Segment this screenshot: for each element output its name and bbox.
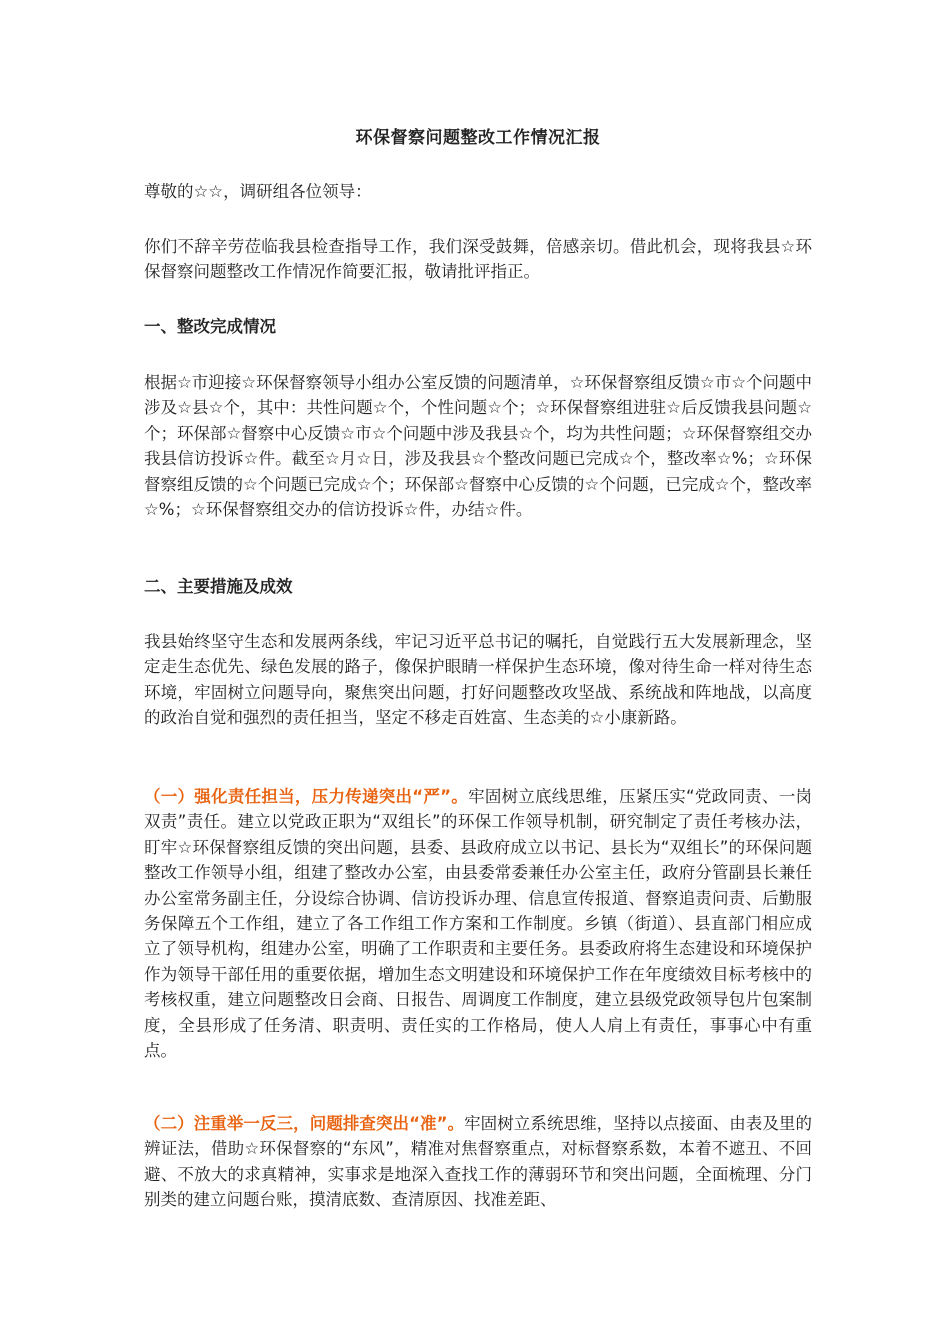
measure-paragraph-1 <box>144 784 812 1063</box>
section-1-paragraph: 根据☆市迎接☆环保督察领导小组办公室反馈的问题清单，☆环保督察组反馈☆市☆个问题中涉及☆县☆个，其中：共性问题☆个，个性问题☆个；☆环保督察组进驻☆后反馈我县问题☆个；环保部☆督察中心反馈☆市☆个问题中涉及我县☆个，均为共性问题；☆环保督察组交办我县信访投诉☆件。截至☆月☆日，涉及我县☆个整改问题已完成☆个，整改率☆%；☆环保督察组反馈的☆个问题已完成☆个；环保部☆督察中心反馈的☆个问题，已完成☆个，整改率☆%；☆环保督察组交办的信访投诉☆件，办结☆件。 <box>144 373 812 520</box>
measure-paragraph-2 <box>144 1111 812 1213</box>
measure-lead-2: （二）注重举一反三，问题排查突出“准”。 <box>144 1114 465 1133</box>
section-heading-1: 一、整改完成情况 <box>144 317 276 336</box>
measure-body-1: 牢固树立底线思维，压紧压实“党政同责、一岗双责”责任。建立以党政正职为“双组长”的环保工作领导机制，研究制定了责任考核办法，盯牢☆环保督察组反馈的突出问题，县委、县政府成立以书记、县长为“双组长”的环保问题整改工作领导小组，组建了整改办公室，由县委常委兼任办公室主任，政府分管副县长兼任办公室常务副主任，分设综合协调、信访投诉办理、信息宣传报道、督察追责问责、后勤服务保障五个工作组，建立了各工作组工作方案和工作制度。乡镇（街道）、县直部门相应成立了领导机构，组建办公室，明确了工作职责和主要任务。县委政府将生态建设和环境保护作为领导干部任用的重要依据，增加生态文明建设和环境保护工作在年度绩效目标考核中的考核权重，建立问题整改日会商、日报告、周调度工作制度，建立县级党政领导包片包案制度，全县形成了任务清、职责明、责任实的工作格局，使人人肩上有责任，事事心中有重点。 <box>144 787 812 1061</box>
intro-paragraph: 你们不辞辛劳莅临我县检查指导工作，我们深受鼓舞，倍感亲切。借此机会，现将我县☆环保督察问题整改工作情况作简要汇报，敬请批评指正。 <box>144 237 812 282</box>
salutation: 尊敬的☆☆，调研组各位领导： <box>144 182 372 201</box>
section-heading-2: 二、主要措施及成效 <box>144 577 293 596</box>
section-2-paragraph: 我县始终坚守生态和发展两条线，牢记习近平总书记的嘱托，自觉践行五大发展新理念，坚定走生态优先、绿色发展的路子，像保护眼睛一样保护生态环境，像对待生命一样对待生态环境，牢固树立问题导向，聚焦突出问题，打好问题整改攻坚战、系统战和阵地战，以高度的政治自觉和强烈的责任担当，坚定不移走百姓富、生态美的☆小康新路。 <box>144 632 812 728</box>
measure-body-2: 牢固树立系统思维，坚持以点接面、由表及里的辨证法，借助☆环保督察的“东风”，精准对焦督察重点，对标督察系数，本着不遮丑、不回避、不放大的求真精神，实事求是地深入查找工作的薄弱环节和突出问题，全面梳理、分门别类的建立问题台账，摸清底数、查清原因、找准差距、 <box>144 1114 812 1210</box>
measure-lead-1: （一）强化责任担当，压力传递突出“严”。 <box>144 787 469 806</box>
document-title: 环保督察问题整改工作情况汇报 <box>355 128 601 148</box>
